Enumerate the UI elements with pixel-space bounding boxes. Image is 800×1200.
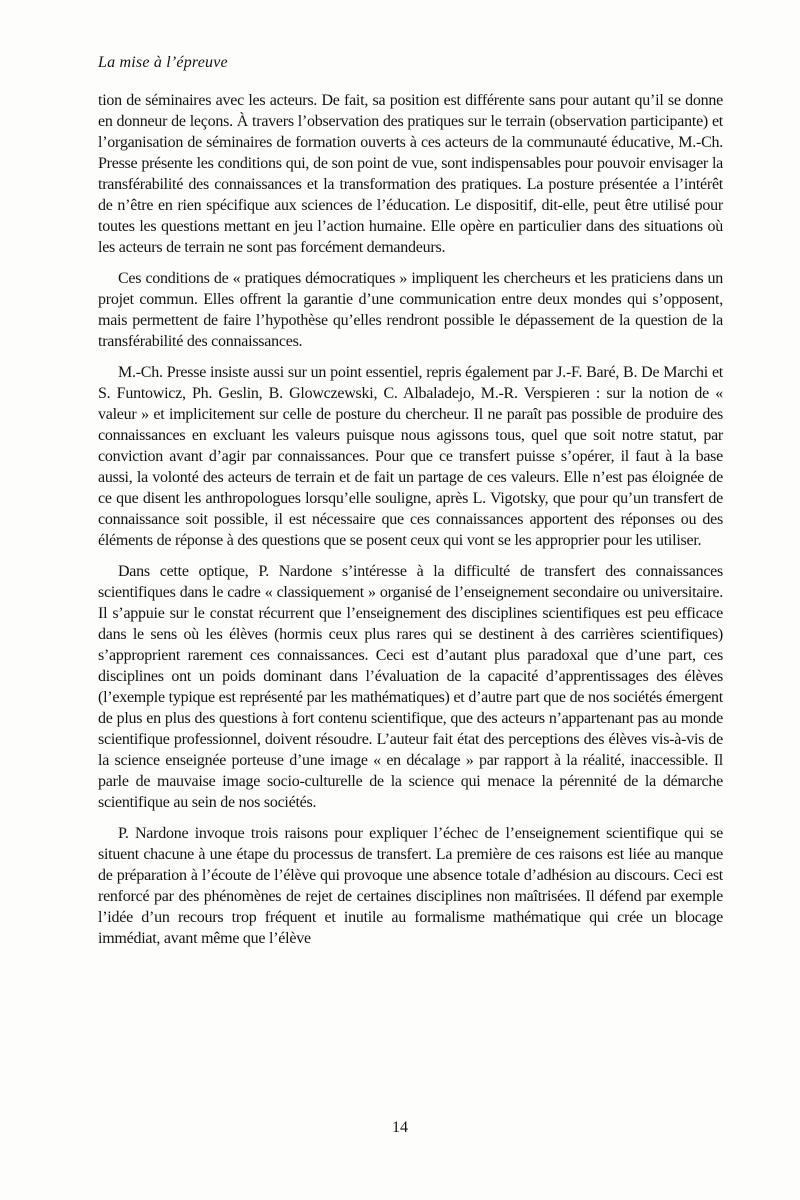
paragraph-3: M.-Ch. Presse insiste aussi sur un point essentiel, repris également par J.-F. Baré, B. De Marchi et S. Funtowicz, Ph. Geslin, B. Glowczewski, C. Albaladejo, M.-R. Verspieren : sur la notion de « valeur » et implicitement sur celle de posture du chercheur. Il ne paraît pas possible de produire des connaissances en excluant les valeurs puisque nous agissons tous, quel que soit notre statut, par conviction avant d’agir par connaissances. Pour que ce transfert puisse s’opérer, il faut à la base aussi, la volonté des acteurs de terrain et de fait un partage de ces valeurs. Elle n’est pas éloignée de ce que disent les anthropologues lorsqu’elle souligne, après L. Vigotsky, que pour qu’un transfert de connaissance soit possible, il est nécessaire que ces connaissances apportent des réponses ou des éléments de réponse à des questions que se posent ceux qui vont se les approprier pour les utiliser. [98, 364, 723, 549]
paragraph-continuation: tion de séminaires avec les acteurs. De fait, sa position est différente sans pour autant qu’il se donne en donneur de leçons. À travers l’observation des pratiques sur le terrain (observation participante) et l’organisation de séminaires de formation ouverts à ces acteurs de la communauté éducative, M.-Ch. Presse présente les conditions qui, de son point de vue, sont indispensables pour pouvoir envisager la transférabilité des connaissances et la transformation des pratiques. La posture présentée a l’intérêt de n’être en rien spécifique aux sciences de l’éducation. Le dispositif, dit-elle, peut être utilisé pour toutes les questions mettant en jeu l’action humaine. Elle opère en particulier dans des situations où les acteurs de terrain ne sont pas forcément demandeurs. [98, 92, 723, 256]
paragraph-5: P. Nardone invoque trois raisons pour expliquer l’échec de l’enseignement scientifique qui se situent chacune à une étape du processus de transfert. La première de ces raisons est liée au manque de préparation à l’écoute de l’élève qui provoque une absence totale d’adhésion au discours. Ceci est renforcé par des phénomènes de rejet de certaines disciplines non maîtrisées. Il défend par exemple l’idée d’un recours trop fréquent et inutile au formalisme mathématique qui crée un blocage immédiat, avant même que l’élève [98, 825, 723, 947]
body-text [98, 90, 723, 959]
running-header: La mise à l’épreuve [98, 54, 228, 71]
paragraph-2: Ces conditions de « pratiques démocratiques » impliquent les chercheurs et les praticiens dans un projet commun. Elles offrent la garantie d’une communication entre deux mondes qui s’opposent, mais permettent de faire l’hypothèse qu’elles rendront possible le dépassement de la question de la transférabilité des connaissances. [98, 270, 723, 350]
paragraph-4: Dans cette optique, P. Nardone s’intéresse à la difficulté de transfert des connaissances scientifiques dans le cadre « classiquement » organisé de l’enseignement secondaire ou universitaire. Il s’appuie sur le constat récurrent que l’enseignement des disciplines scientifiques est peu efficace dans le sens où les élèves (hormis ceux plus rares qui se destinent à des carrières scientifiques) s’approprient rarement ces connaissances. Ceci est d’autant plus paradoxal que d’une part, ces disciplines ont un poids dominant dans l’évaluation de la capacité d’apprentissages des élèves (l’exemple typique est représenté par les mathématiques) et d’autre part que de nos sociétés émergent de plus en plus des questions à fort contenu scientifique, que des acteurs n’appartenant pas au monde scientifique professionnel, doivent résoudre. L’auteur fait état des perceptions des élèves vis-à-vis de la science enseignée porteuse d’une image « en décalage » par rapport à la réalité, inaccessible. Il parle de mauvaise image socio-culturelle de la science qui menace la pérennité de la démarche scientifique au sein de nos sociétés. [98, 563, 723, 811]
page-number: 14 [392, 1119, 408, 1136]
